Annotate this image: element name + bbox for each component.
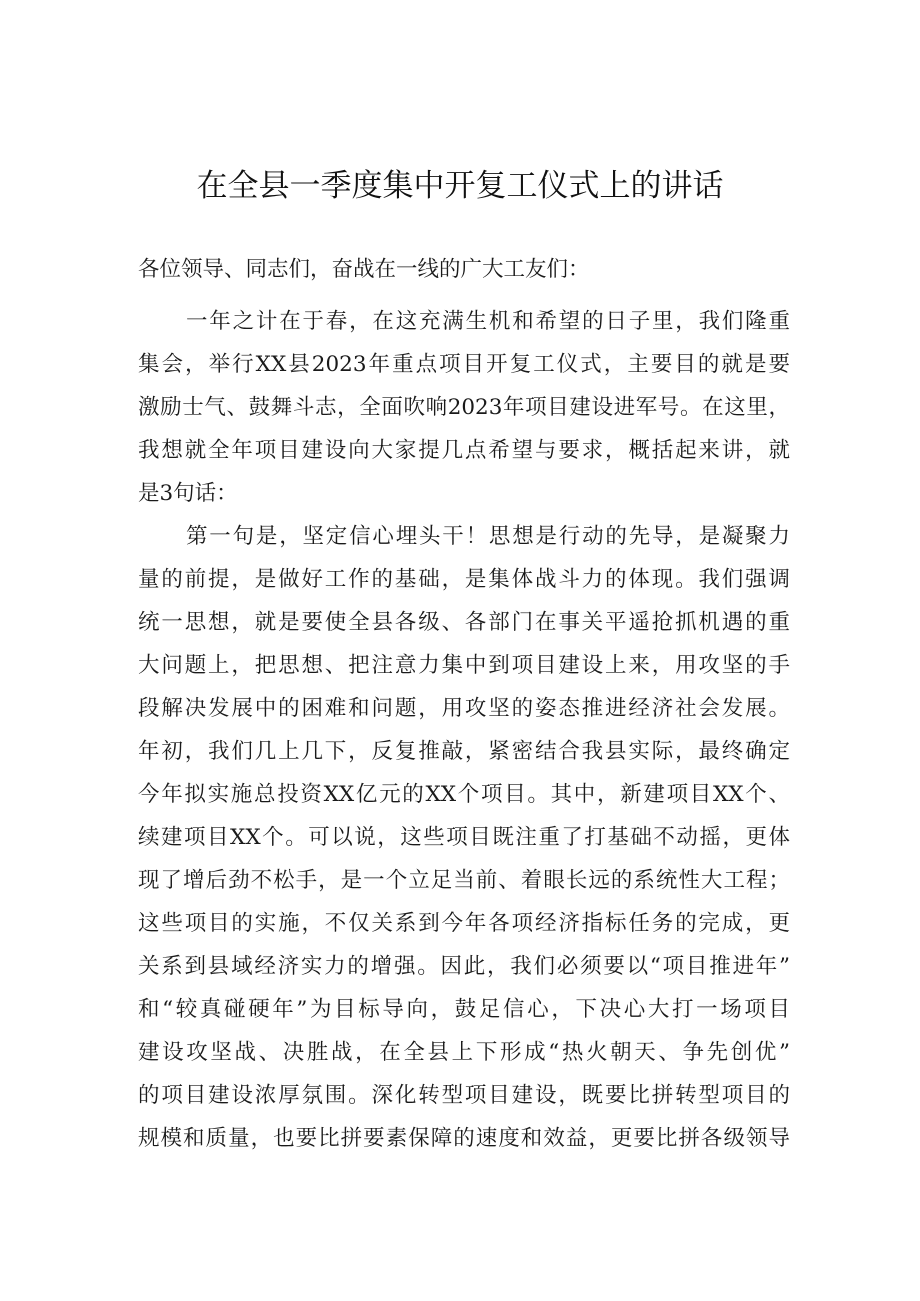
paragraph-1-line-1: 一年之计在于春，在这充满生机和希望的日子里，我们隆重 — [186, 309, 790, 334]
paragraph-1-line-4: 我想就全年项目建设向大家提几点希望与要求，概括起来讲，就 — [138, 438, 790, 463]
paragraph-1-line-2: 集会，举行XX县2023年重点项目开复工仪式，主要目的就是要 — [138, 352, 790, 377]
paragraph-2-line-2: 量的前提，是做好工作的基础，是集体战斗力的体现。我们强调 — [138, 567, 790, 592]
paragraph-2-line-5: 段解决发展中的困难和问题，用攻坚的姿态推进经济社会发展。 — [138, 696, 790, 721]
paragraph-2-line-1: 第一句是，坚定信心埋头干！思想是行动的先导，是凝聚力 — [186, 524, 790, 549]
paragraph-2-line-3: 统一思想，就是要使全县各级、各部门在事关平遥抢抓机遇的重 — [138, 610, 790, 635]
paragraph-2-line-12: 和“较真碰硬年”为目标导向，鼓足信心，下决心大打一场项目 — [138, 997, 790, 1022]
paragraph-1-line-3: 激励士气、鼓舞斗志，全面吹响2023年项目建设进军号。在这里， — [138, 395, 790, 420]
paragraph-2-line-9: 现了增后劲不松手，是一个立足当前、着眼长远的系统性大工程； — [138, 868, 790, 893]
paragraph-2-line-6: 年初，我们几上几下，反复推敲，紧密结合我县实际，最终确定 — [138, 739, 790, 764]
paragraph-2-line-10: 这些项目的实施，不仅关系到今年各项经济指标任务的完成，更 — [138, 911, 790, 936]
paragraph-2-line-8: 续建项目XX个。可以说，这些项目既注重了打基础不动摇，更体 — [138, 825, 790, 850]
paragraph-2-line-15: 规模和质量，也要比拼要素保障的速度和效益，更要比拼各级领导 — [138, 1126, 790, 1151]
paragraph-2-line-14: 的项目建设浓厚氛围。深化转型项目建设，既要比拼转型项目的 — [138, 1083, 790, 1108]
paragraph-2-line-13: 建设攻坚战、决胜战，在全县上下形成“热火朝天、争先创优” — [138, 1040, 790, 1065]
paragraph-2-line-4: 大问题上，把思想、把注意力集中到项目建设上来，用攻坚的手 — [138, 653, 790, 678]
paragraph-2-line-7: 今年拟实施总投资XX亿元的XX个项目。其中，新建项目XX个、 — [138, 782, 790, 807]
paragraph-2-line-11: 关系到县域经济实力的增强。因此，我们必须要以“项目推进年” — [138, 954, 790, 979]
paragraph-1-line-5: 是3句话： — [138, 481, 238, 506]
document-title: 在全县一季度集中开复工仪式上的讲话 — [196, 168, 724, 204]
salutation-line: 各位领导、同志们，奋战在一线的广大工友们： — [138, 257, 590, 282]
